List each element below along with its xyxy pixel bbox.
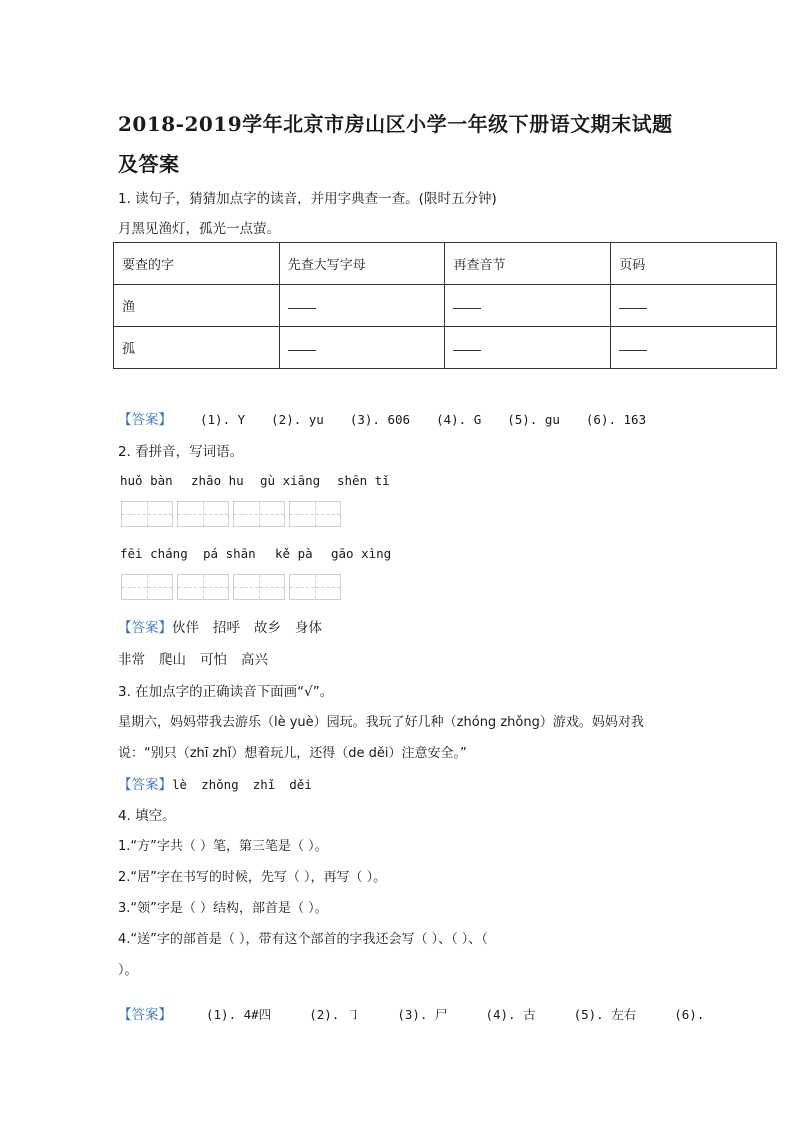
answer-item: 招呼 bbox=[213, 620, 240, 636]
q2-pinyin-2: zhāo hu bbox=[191, 473, 244, 488]
answer-item: 故乡 bbox=[254, 620, 281, 636]
answer-item: (4). 古 bbox=[485, 1007, 536, 1022]
q1-sentence: 月黑见渔灯，孤光一点萤。 bbox=[118, 221, 280, 237]
answer-item: (5). gu bbox=[507, 412, 560, 427]
q2-pinyin-8: gāo xìng bbox=[331, 546, 392, 561]
q1-answer bbox=[118, 408, 646, 428]
answer-label: 【答案】 bbox=[118, 1007, 172, 1023]
answer-label: 【答案】 bbox=[118, 412, 172, 428]
answer-item: 高兴 bbox=[241, 652, 268, 668]
writing-box[interactable] bbox=[233, 574, 285, 600]
answer-item: 身体 bbox=[295, 620, 322, 636]
answer-item: zhǐ bbox=[252, 777, 276, 792]
q3-passage-line1: 星期六，妈妈带我去游乐（lè yuè）园玩。我玩了好几种（zhóng zhǒng）游戏。妈妈对我 bbox=[118, 715, 644, 730]
q4-item-4-continued: ）。 bbox=[118, 963, 138, 978]
writing-box[interactable] bbox=[177, 574, 229, 600]
answer-label: 【答案】 bbox=[118, 620, 172, 636]
answer-item: děi bbox=[289, 777, 312, 792]
answer-label: 【答案】 bbox=[118, 777, 172, 793]
q2-pinyin-4: shēn tǐ bbox=[337, 473, 390, 488]
table-header-cell: 再查音节 bbox=[445, 243, 611, 285]
q3-answer bbox=[118, 773, 312, 793]
q2-answer bbox=[118, 616, 322, 636]
answer-item: 伙伴 bbox=[172, 620, 199, 636]
writing-box[interactable] bbox=[289, 574, 341, 600]
table-row bbox=[114, 285, 777, 327]
document-title-line2: 及答案 bbox=[118, 152, 180, 176]
q4-prompt: 4. 填空。 bbox=[118, 808, 176, 824]
q3-passage-line2: 说：“别只（zhī zhǐ）想着玩儿，还得（de děi）注意安全。” bbox=[118, 746, 467, 761]
answer-item: 爬山 bbox=[159, 652, 186, 668]
q4-item-2: 2.“居”字在书写的时候，先写（ ），再写（ ）。 bbox=[118, 870, 387, 885]
q2-writing-grid-row2 bbox=[121, 574, 341, 600]
answer-blank[interactable] bbox=[453, 341, 481, 351]
q1-table bbox=[113, 242, 777, 369]
table-cell-blank bbox=[611, 285, 777, 327]
table-cell-blank bbox=[279, 327, 445, 369]
table-cell-char: 渔 bbox=[114, 285, 280, 327]
q1-prompt: 1. 读句子，猜猜加点字的读音，并用字典查一查。(限时五分钟) bbox=[118, 191, 497, 207]
answer-item: (5). 左右 bbox=[573, 1007, 637, 1022]
answer-item: (4). G bbox=[436, 412, 482, 427]
answer-blank[interactable] bbox=[619, 299, 647, 309]
table-cell-blank bbox=[445, 327, 611, 369]
answer-item: (2). ㇆ bbox=[309, 1007, 360, 1022]
q2-pinyin-7: kě pà bbox=[275, 546, 313, 561]
answer-item: (1). Y bbox=[200, 412, 246, 427]
table-cell-char: 孤 bbox=[114, 327, 280, 369]
q2-pinyin-6: pá shān bbox=[203, 546, 256, 561]
table-header-cell: 页码 bbox=[611, 243, 777, 285]
writing-box[interactable] bbox=[121, 501, 173, 527]
writing-box[interactable] bbox=[233, 501, 285, 527]
answer-item: (2). yu bbox=[271, 412, 324, 427]
q2-prompt: 2. 看拼音，写词语。 bbox=[118, 444, 244, 460]
q4-answer bbox=[118, 1003, 704, 1023]
table-cell-blank bbox=[445, 285, 611, 327]
q4-item-4: 4.“送”字的部首是（ ），带有这个部首的字我还会写（ ）、（ ）、（ bbox=[118, 932, 488, 947]
writing-box[interactable] bbox=[177, 501, 229, 527]
q4-item-3: 3.“领”字是（ ）结构，部首是（ ）。 bbox=[118, 901, 328, 916]
writing-box[interactable] bbox=[121, 574, 173, 600]
answer-blank[interactable] bbox=[619, 341, 647, 351]
q4-item-1: 1.“方”字共（ ）笔，第三笔是（ ）。 bbox=[118, 839, 328, 854]
table-header-row bbox=[114, 243, 777, 285]
answer-item: (3). 尸 bbox=[397, 1007, 448, 1022]
writing-box[interactable] bbox=[289, 501, 341, 527]
answer-item: (6). 163 bbox=[585, 412, 647, 427]
q2-pinyin-3: gù xiāng bbox=[260, 473, 321, 488]
answer-blank[interactable] bbox=[288, 299, 316, 309]
answer-item: 非常 bbox=[118, 652, 145, 668]
q2-answer-line2 bbox=[118, 648, 268, 668]
table-cell-blank bbox=[611, 327, 777, 369]
document-title-line1: 2018-2019学年北京市房山区小学一年级下册语文期末试题 bbox=[118, 112, 673, 136]
answer-item: (1). 4#四 bbox=[206, 1007, 272, 1022]
answer-blank[interactable] bbox=[453, 299, 481, 309]
q2-pinyin-5: fēi cháng bbox=[120, 546, 188, 561]
q3-prompt: 3. 在加点字的正确读音下面画“√”。 bbox=[118, 684, 334, 700]
q2-writing-grid-row1 bbox=[121, 501, 341, 527]
answer-item: (6). bbox=[674, 1007, 705, 1022]
table-row bbox=[114, 327, 777, 369]
table-header-cell: 要查的字 bbox=[114, 243, 280, 285]
answer-blank[interactable] bbox=[288, 341, 316, 351]
answer-item: 可怕 bbox=[200, 652, 227, 668]
answer-item: lè bbox=[172, 777, 188, 792]
answer-item: (3). 606 bbox=[349, 412, 411, 427]
answer-item: zhǒng bbox=[201, 777, 239, 792]
table-header-cell: 先查大写字母 bbox=[279, 243, 445, 285]
table-cell-blank bbox=[279, 285, 445, 327]
q2-pinyin-1: huǒ bàn bbox=[120, 473, 173, 488]
